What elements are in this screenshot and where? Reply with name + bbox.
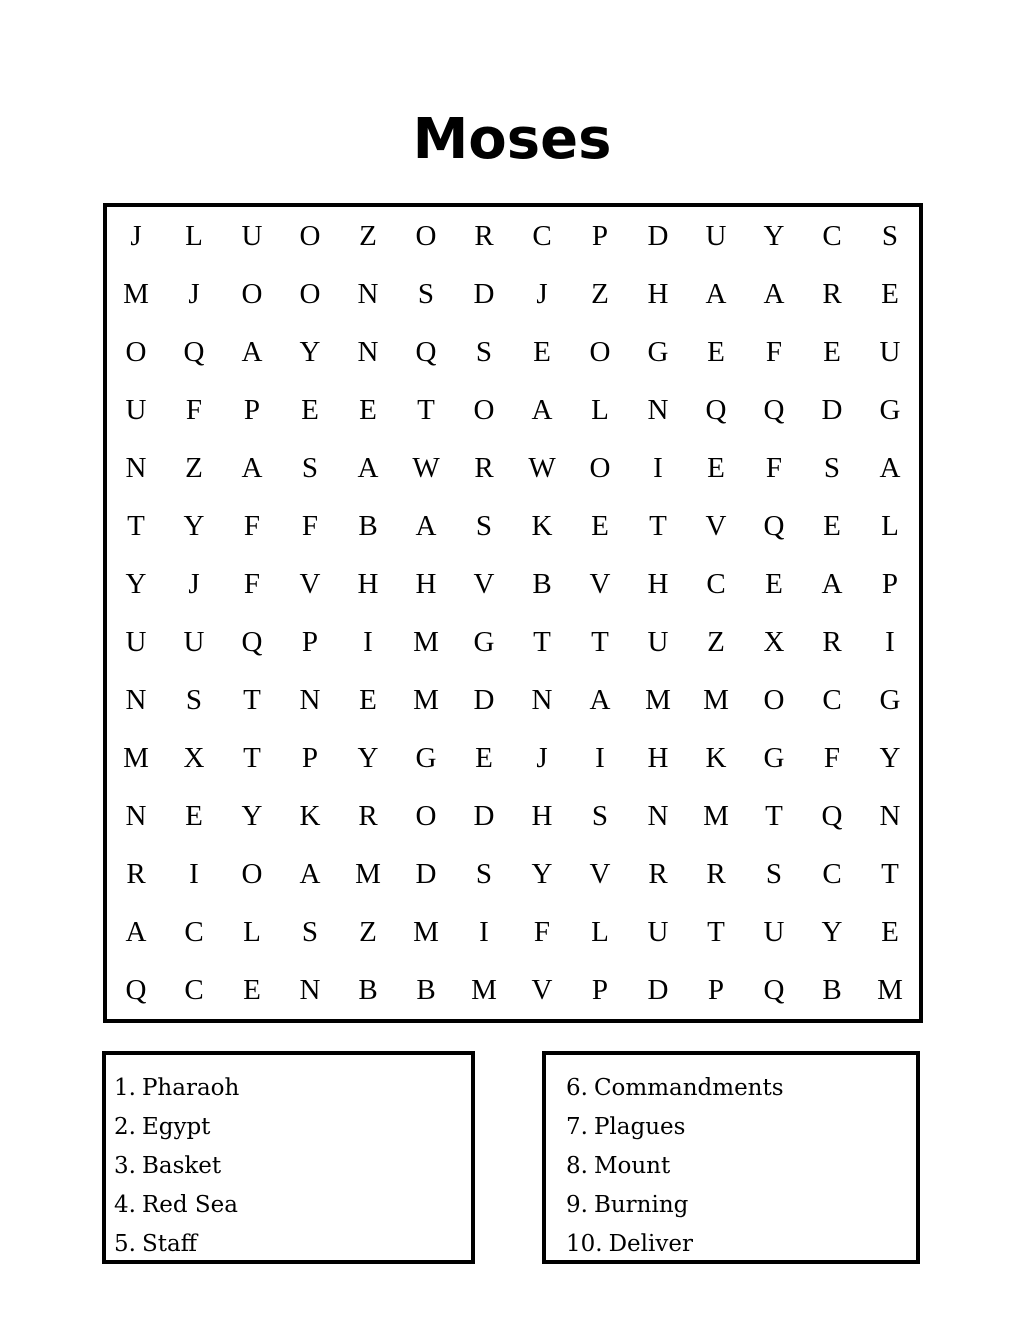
grid-letter: H [415,568,437,601]
word-number: 7. [566,1114,588,1140]
grid-letter: V [705,510,727,543]
grid-letter: N [125,799,147,832]
grid-letter: F [765,452,783,485]
grid-letter: T [649,510,667,543]
grid-letter: R [648,857,668,890]
grid-letter: Q [241,625,263,658]
grid-letter: B [358,510,378,543]
grid-letter: G [879,394,901,427]
grid-letter: A [357,452,379,485]
grid-letter: O [589,452,611,485]
grid-letter: N [647,799,669,832]
grid-letter: Z [185,452,203,485]
grid-letter: U [763,915,785,948]
word-list-item [566,1147,916,1186]
grid-letter: Q [821,799,843,832]
grid-letter: Q [763,973,785,1006]
grid-letter: O [241,278,263,311]
grid-letter: M [413,915,439,948]
word-label: Plagues [593,1114,686,1140]
grid-letter: Q [705,394,727,427]
word-number: 3. [114,1153,136,1179]
grid-letter: G [647,336,669,369]
grid-letter: N [299,973,321,1006]
grid-letter: E [707,336,725,369]
word-list-item [114,1225,471,1264]
grid-letter: U [125,625,147,658]
grid-letter: Z [359,915,377,948]
grid-letter: M [355,857,381,890]
word-number: 9. [566,1192,588,1218]
grid-letter: A [763,278,785,311]
grid-letter: C [184,915,204,948]
grid-letter: D [415,857,437,890]
grid-letter: N [531,683,553,716]
grid-letter: Y [299,336,321,369]
grid-letter: C [532,220,552,253]
grid-letter: D [647,220,669,253]
grid-letter: V [589,857,611,890]
grid-letter: S [417,278,435,311]
grid-letter: M [123,741,149,774]
grid-letter: E [243,973,261,1006]
grid-letter: A [241,336,263,369]
grid-letter: E [823,336,841,369]
word-number: 1. [114,1075,136,1101]
grid-letter: C [822,220,842,253]
grid-letter: M [703,683,729,716]
grid-letter: H [647,741,669,774]
grid-letter: S [823,452,841,485]
grid-letter: Y [531,857,553,890]
grid-letter: S [475,857,493,890]
grid-letter: C [822,683,842,716]
word-list-item [566,1108,916,1147]
word-list-item [566,1069,916,1108]
grid-letter: E [765,568,783,601]
grid-letter: R [822,625,842,658]
grid-letter: Z [359,220,377,253]
grid-letter: D [473,278,495,311]
grid-letter: X [183,741,205,774]
grid-letter: M [413,683,439,716]
grid-letter: S [301,452,319,485]
grid-letter: R [358,799,378,832]
grid-letter: E [301,394,319,427]
grid-letter: V [299,568,321,601]
grid-letter: H [647,568,669,601]
word-list-item [566,1186,916,1225]
grid-letter: P [591,220,609,253]
grid-letter: A [415,510,437,543]
grid-letter: L [243,915,261,948]
grid-letter: E [591,510,609,543]
grid-letter: V [531,973,553,1006]
grid-letter: O [299,278,321,311]
word-label: Egypt [141,1114,211,1140]
grid-letter: E [707,452,725,485]
word-list-item [114,1147,471,1186]
word-label: Red Sea [141,1192,238,1218]
grid-letter: O [125,336,147,369]
grid-letter: A [299,857,321,890]
grid-letter: N [357,336,379,369]
word-number: 6. [566,1075,588,1101]
grid-letter: E [359,394,377,427]
grid-letter: E [823,510,841,543]
grid-letter: C [184,973,204,1006]
grid-letter: P [881,568,899,601]
grid-letter: C [822,857,842,890]
word-number: 2. [114,1114,136,1140]
grid-letter: J [188,278,200,311]
grid-letter: I [595,741,605,774]
grid-letter: Q [763,510,785,543]
grid-letter: D [473,799,495,832]
grid-letter: Z [707,625,725,658]
grid-letter: I [885,625,895,658]
grid-letter: N [879,799,901,832]
grid-letter: O [589,336,611,369]
grid-letter: S [881,220,899,253]
word-list-item [114,1069,471,1108]
grid-letter: V [589,568,611,601]
word-list-item [114,1186,471,1225]
grid-letter: W [528,452,556,485]
grid-letter: O [241,857,263,890]
grid-letter: L [881,510,899,543]
grid-letter: J [188,568,200,601]
grid-letter: F [243,510,261,543]
grid-letter: O [763,683,785,716]
grid-letter: M [877,973,903,1006]
grid-letter: Z [591,278,609,311]
grid-letter: V [473,568,495,601]
word-label: Pharaoh [141,1075,240,1101]
grid-letter: L [591,394,609,427]
grid-letter: T [591,625,609,658]
grid-letter: M [471,973,497,1006]
grid-letter: E [185,799,203,832]
grid-letter: R [706,857,726,890]
grid-letter: M [123,278,149,311]
grid-letter: Y [183,510,205,543]
grid-letter: X [763,625,785,658]
grid-letter: B [532,568,552,601]
grid-letter: K [299,799,321,832]
grid-letter: A [705,278,727,311]
grid-letter: O [299,220,321,253]
grid-letter: M [413,625,439,658]
grid-letter: B [416,973,436,1006]
grid-letter: U [241,220,263,253]
grid-letter: Y [357,741,379,774]
grid-letter: N [125,452,147,485]
grid-letter: D [647,973,669,1006]
grid-letter: B [358,973,378,1006]
grid-letter: H [357,568,379,601]
grid-letter: W [412,452,440,485]
grid-letter: O [415,799,437,832]
grid-letter: T [243,683,261,716]
grid-letter: Q [763,394,785,427]
grid-letter: A [589,683,611,716]
grid-letter: Y [241,799,263,832]
grid-letter: O [415,220,437,253]
grid-letter: F [301,510,319,543]
grid-letter: I [189,857,199,890]
grid-letter: C [706,568,726,601]
grid-letter: U [647,915,669,948]
grid-letter: U [879,336,901,369]
grid-letter: T [533,625,551,658]
word-label: Commandments [593,1075,784,1101]
word-label: Deliver [608,1231,693,1257]
grid-letter: S [475,336,493,369]
grid-letter: T [127,510,145,543]
grid-letter: N [125,683,147,716]
grid-letter: A [241,452,263,485]
grid-letter: O [473,394,495,427]
grid-letter: F [533,915,551,948]
grid-letter: S [185,683,203,716]
grid-letter: B [822,973,842,1006]
word-list-item [566,1225,916,1264]
grid-letter: T [707,915,725,948]
grid-letter: H [647,278,669,311]
word-label: Basket [141,1153,222,1179]
grid-letter: U [705,220,727,253]
grid-letter: A [125,915,147,948]
grid-letter: H [531,799,553,832]
grid-letter: Y [879,741,901,774]
grid-letter: J [130,220,142,253]
grid-letter: R [474,452,494,485]
grid-letter: F [765,336,783,369]
grid-letter: T [243,741,261,774]
word-label: Mount [593,1153,671,1179]
grid-letter: E [359,683,377,716]
grid-letter: J [536,741,548,774]
letter-grid-frame [103,203,923,1023]
grid-letter: F [823,741,841,774]
grid-letter: Q [415,336,437,369]
grid-letter: K [705,741,727,774]
word-list-right [542,1051,920,1264]
grid-letter: G [763,741,785,774]
grid-letter: L [591,915,609,948]
word-number: 8. [566,1153,588,1179]
grid-letter: P [301,625,319,658]
word-number: 5. [114,1231,136,1257]
grid-letter: G [879,683,901,716]
grid-letter: Q [183,336,205,369]
grid-letter: P [591,973,609,1006]
grid-letter: S [475,510,493,543]
grid-letter: K [531,510,553,543]
grid-letter: I [479,915,489,948]
grid-letter: F [185,394,203,427]
grid-letter: Y [821,915,843,948]
grid-letter: M [703,799,729,832]
grid-letter: S [301,915,319,948]
grid-letter: S [591,799,609,832]
grid-letter: T [417,394,435,427]
grid-letter: I [363,625,373,658]
grid-letter: A [821,568,843,601]
word-number: 10. [566,1231,603,1257]
grid-letter: R [126,857,146,890]
grid-letter: J [536,278,548,311]
grid-letter: A [879,452,901,485]
grid-letter: N [299,683,321,716]
grid-letter: P [301,741,319,774]
grid-letter: E [881,915,899,948]
grid-letter: D [821,394,843,427]
grid-letter: M [645,683,671,716]
grid-letter: Y [763,220,785,253]
word-label: Burning [593,1192,689,1218]
grid-letter: N [647,394,669,427]
grid-letter: I [653,452,663,485]
grid-letter: U [647,625,669,658]
word-list-left [102,1051,475,1264]
word-label: Staff [141,1231,198,1257]
word-number: 4. [114,1192,136,1218]
grid-letter: L [185,220,203,253]
grid-letter: R [474,220,494,253]
grid-letter: A [531,394,553,427]
grid-letter: G [415,741,437,774]
grid-letter: P [707,973,725,1006]
grid-letter: F [243,568,261,601]
grid-letter: D [473,683,495,716]
grid-letter: R [822,278,842,311]
grid-letter: N [357,278,379,311]
grid-letter: Y [125,568,147,601]
grid-letter: Q [125,973,147,1006]
grid-letter: T [881,857,899,890]
grid-letter: U [125,394,147,427]
grid-letter: U [183,625,205,658]
letter-grid [107,207,919,1019]
word-list-item [114,1108,471,1147]
grid-letter: S [765,857,783,890]
grid-letter: E [475,741,493,774]
page-title: Moses [412,107,612,172]
grid-letter: E [881,278,899,311]
grid-letter: P [243,394,261,427]
grid-letter: G [473,625,495,658]
grid-letter: T [765,799,783,832]
grid-letter: E [533,336,551,369]
